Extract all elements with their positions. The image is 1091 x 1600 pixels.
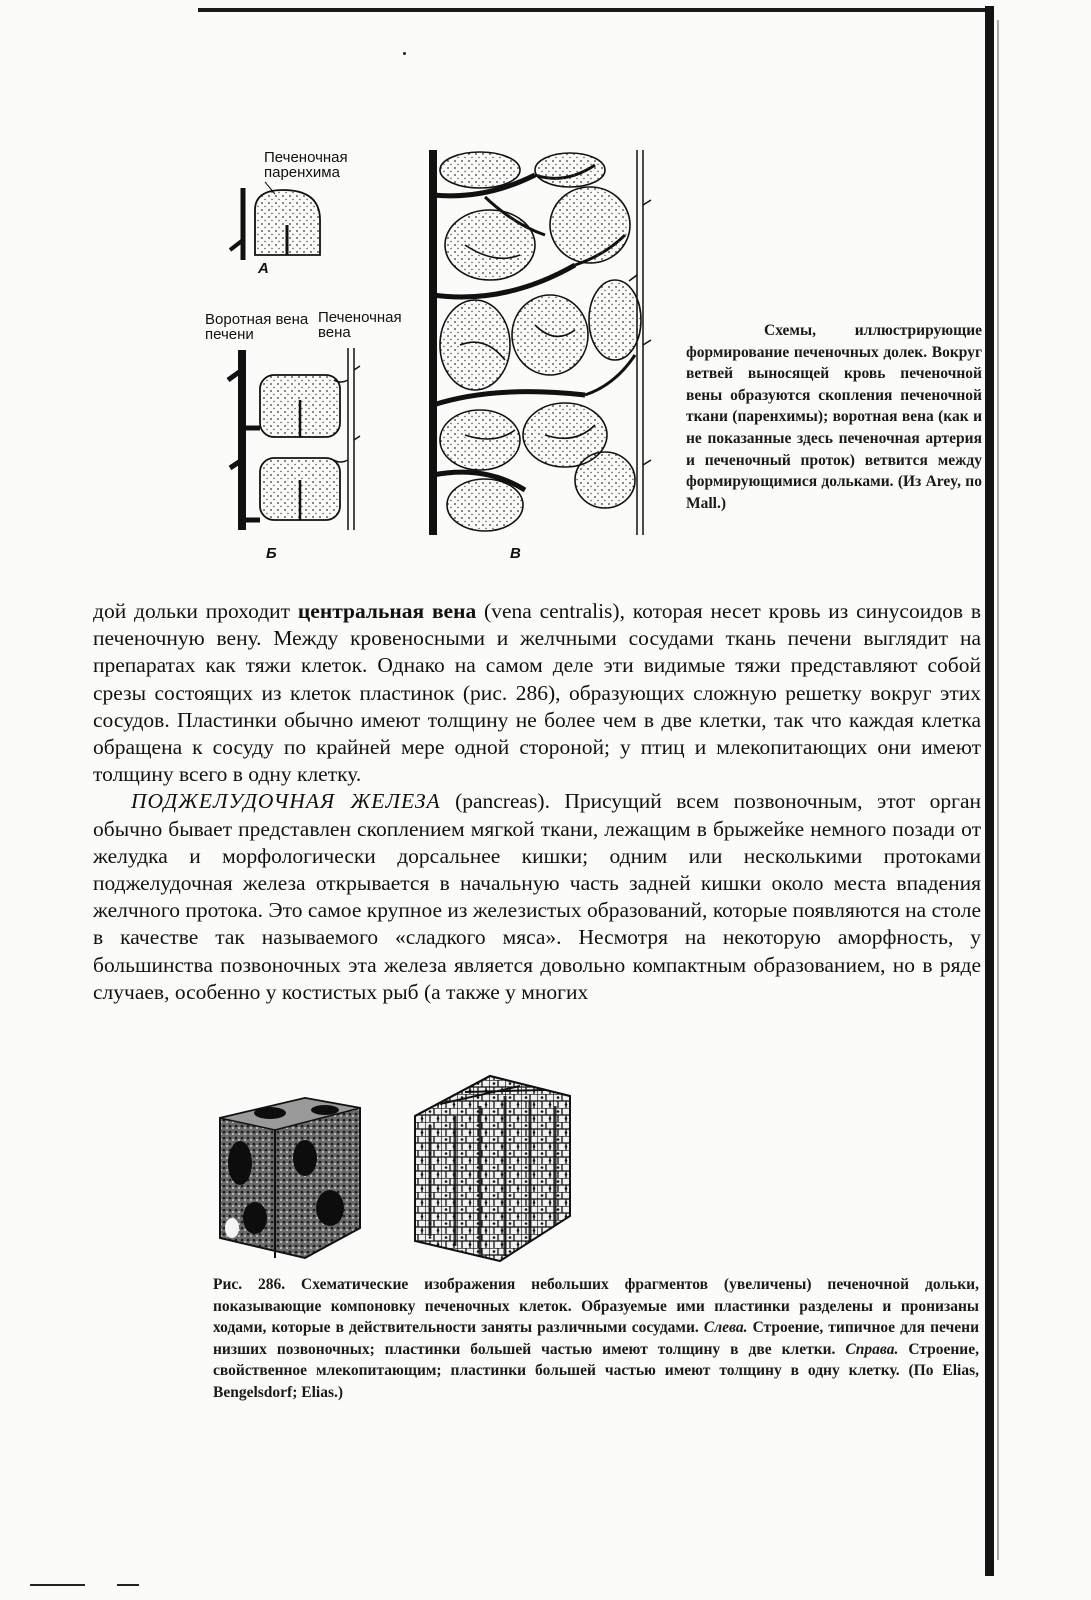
figure-liver-lobules: [200, 140, 670, 570]
plates-mammals-drawing: [410, 1066, 580, 1271]
footer-dash-right: [117, 1584, 139, 1586]
panel-c-letter: В: [510, 545, 521, 562]
top-rule: [198, 8, 988, 12]
figure-liver-plates: [210, 1066, 580, 1271]
figure-bottom-caption: Рис. 286. Схематические изображения небольших фрагментов (увеличены) печеночной дольки, показывающие компоновку печеночных клеток. Образуемые ими пластинки разделены и пронизаны ходами, которые в действительности заняты различными сосудами. Слева. Строение, типичное для печени низших позвоночных; пластинки большей частью имеют толщину в две клетки. Справа. Строение, свойственное млекопитающим; пластинки большей частью имеют толщину в одну клетку. (По Elias, Bengelsdorf; Elias.): [213, 1276, 979, 1401]
caption-left-label: Слева.: [703, 1319, 748, 1337]
panel-a-drawing: [225, 180, 335, 270]
paragraph-central-vein: дой дольки проходит центральная вена (vena centralis), которая несет кровь из синусоидов в печеночную вену. Между кровеносными и желчными сосудами ткань печени выглядит на препаратах как тяжи клеток. Однако на самом деле эти видимые тяжи представляют собой срезы состоящих из клеток пластинок (рис. 286), образующих сложную решетку вокруг этих сосудов. Пластинки обычно имеют толщину не более чем в две клетки, так что каждая клетка обращена к сосуду по крайней мере одной стороной; у птиц и млекопитающих они имеют толщину всего в одну клетку.: [93, 599, 981, 787]
label-hepatic-vein: Печеночная вена: [318, 309, 402, 341]
panel-c-drawing: [425, 145, 665, 540]
plates-lower-vertebrates-drawing: [210, 1088, 370, 1263]
heading-pancreas: ПОДЖЕЛУДОЧНАЯ ЖЕЛЕЗА: [131, 789, 441, 814]
paragraph-pancreas: ПОДЖЕЛУДОЧНАЯ ЖЕЛЕЗА (pancreas). Присущий всем позвоночным, этот орган обычно бывает представлен скоплением мягкой ткани, лежащим в брыжейке немного позади от желудка и морфологически дорсальнее кишки; одним или несколькими протоками поджелудочная железа открывается в начальную часть задней кишки около места впадения желчного протока. Это самое крупное из железистых образований, которые появляются на столе в качестве так называемого «сладкого мяса». Несмотря на некоторую аморфность, у большинства позвоночных эта железа является довольно компактным образованием, но в ряде случаев, особенно у костистых рыб (а также у многих: [93, 789, 981, 1004]
body-text: [93, 598, 981, 1006]
panel-a-letter: А: [258, 260, 269, 277]
term-central-vein: центральная вена: [297, 599, 477, 623]
label-portal-vein: Воротная вена печени: [205, 311, 309, 343]
figure-top-caption-text: Схемы, иллюстрирующие формирование печеночных долек. Вокруг ветвей выносящей кровь печеночной вены образуются скопления печеночной ткани (паренхимы); воротная вена (как и не показанные здесь печеночная артерия и печеночный проток) ветвится между формирующимися дольками. (Из Arey, по Mall.): [686, 322, 982, 512]
panel-b-letter: Б: [266, 545, 277, 562]
right-edge-bar: [985, 6, 994, 1576]
scan-speck: [403, 52, 406, 55]
figure-number: Рис. 286.: [213, 1276, 286, 1293]
footer-dash-left: [30, 1584, 85, 1586]
label-hepatic-parenchyma: Печеночная паренхима: [264, 149, 348, 181]
caption-right-label: Справа.: [845, 1340, 899, 1358]
panel-b-drawing: [220, 340, 370, 540]
right-edge-shadow: [997, 20, 999, 1560]
figure-top-caption: [686, 320, 982, 514]
